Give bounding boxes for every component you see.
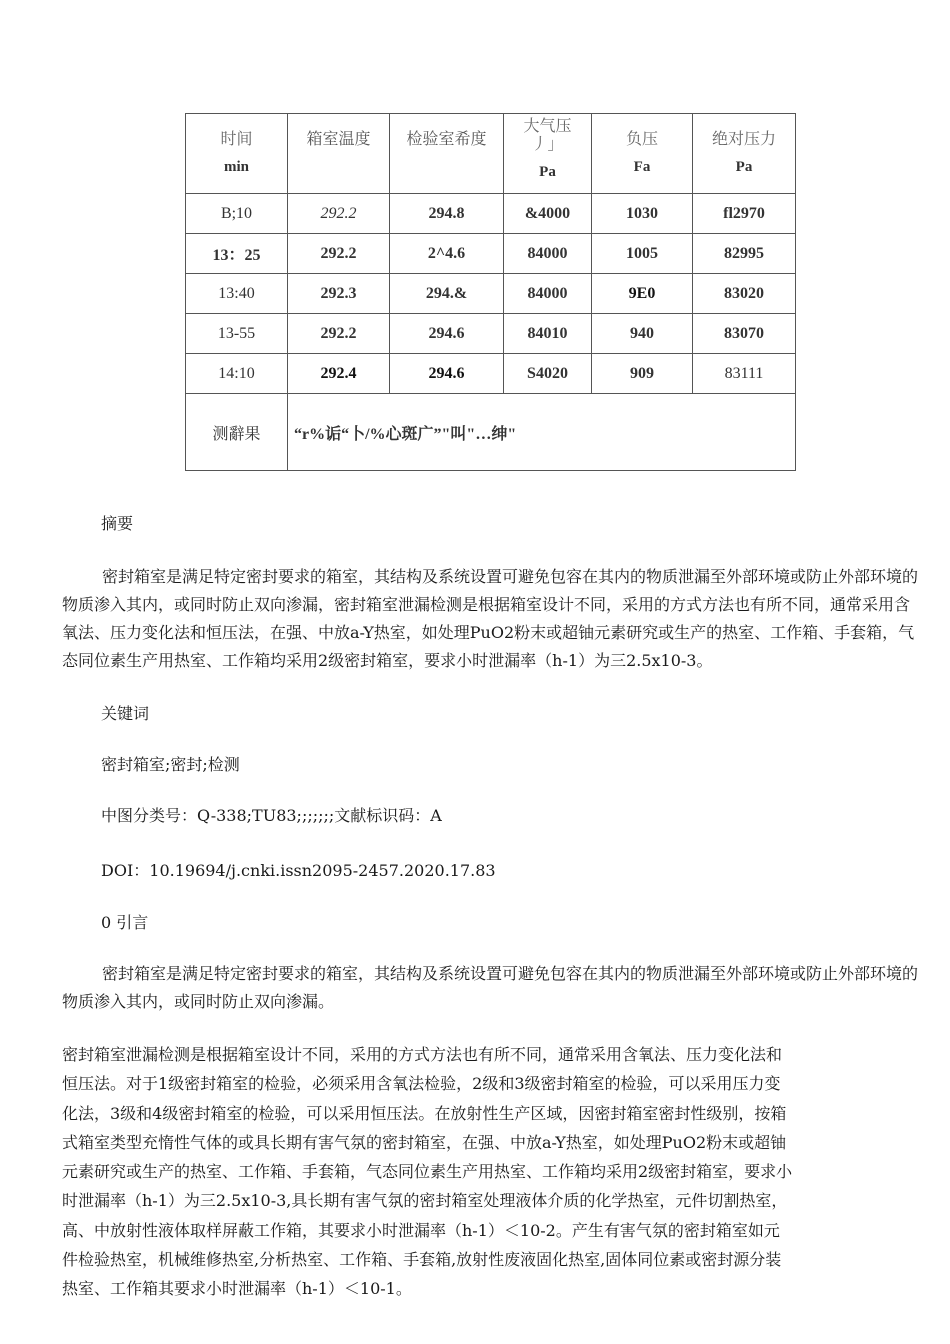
cell-negative-pressure: 9E0 [592,274,693,314]
body-paragraph: 密封箱室泄漏检测是根据箱室设计不同，采用的方式方法也有所不同，通常采用含氧法、压力变化法和恒压法。对于1级密封箱室的检验，必须采用含氧法检验，2级和3级密封箱室的检验，可以采用压力变化法，3级和4级密封箱室的检验，可以采用恒压法。在放射性生产区域，因密封箱室密封性级别，按箱式箱室类型充惰性气体的或具长期有害气氛的密封箱室，在强、中放a-Y热室，如处理PuO2粉末或超铀元素研究或生产的热室、工作箱、手套箱，气态同位素生产用热室、工作箱均采用2级密封箱室，要求小时泄漏率（h-1）为三2.5x10-3,具长期有害气氛的密封箱室处理液体介质的化学热室，元件切割热室，高、中放射性液体取样屏蔽工作箱，其要求小时泄漏率（h-1）＜10-2。产生有害气氛的密封箱室如元件检验热室，机械维修热室,分析热室、工作箱、手套箱,放射性废液固化热室,固体同位素或密封源分装热室、工作箱其要求小时泄漏率（h-1）＜10-1。 [62,1045,793,1299]
header-box-temperature: 箱室温度 [288,114,390,194]
cell-atmospheric-pressure: 84000 [504,274,592,314]
doi-text: DOI：10.19694/j.cnki.issn2095-2457.2020.17.83 [101,861,496,880]
table-result-row [186,394,796,471]
cell-negative-pressure: 1005 [592,234,693,274]
table-row [186,354,796,394]
cell-room-temperature: 294.6 [390,354,504,394]
cell-box-temperature: 292.2 [288,194,390,234]
cell-negative-pressure: 940 [592,314,693,354]
cell-room-temperature: 294.& [390,274,504,314]
table-row [186,194,796,234]
table-row [186,274,796,314]
cell-atmospheric-pressure: &4000 [504,194,592,234]
header-room-temperature: 检验室希度 [390,114,504,194]
keywords-heading: 关键词 [101,704,150,723]
cell-time: 13:40 [186,274,288,314]
table-row [186,314,796,354]
cell-absolute-pressure: 82995 [693,234,796,274]
result-label: 测辭果 [186,394,288,471]
cell-absolute-pressure: 83111 [693,354,796,394]
header-absolute-pressure: 绝对压力 Pa [693,114,796,194]
header-atmospheric-pressure: 大气压 丿」 Pa [504,114,592,194]
cell-room-temperature: 294.6 [390,314,504,354]
table-header-row [186,114,796,194]
cell-time: 14:10 [186,354,288,394]
cell-box-temperature: 292.4 [288,354,390,394]
cell-box-temperature: 292.2 [288,234,390,274]
header-time: 时间 min [186,114,288,194]
cell-atmospheric-pressure: 84010 [504,314,592,354]
cell-room-temperature: 294.8 [390,194,504,234]
cell-time: 13：25 [186,234,288,274]
cell-atmospheric-pressure: S4020 [504,354,592,394]
keywords-text: 密封箱室;密封;检测 [101,755,240,774]
cell-room-temperature: 2^4.6 [390,234,504,274]
header-negative-pressure: 负压 Fa [592,114,693,194]
result-text: “r%诟“卜/%心斑广”"叫"…绅" [288,394,796,471]
intro-heading: 0 引言 [101,913,149,932]
classification-text: 中图分类号：Q-338;TU83;;;;;;;文献标识码：A [101,806,442,825]
cell-absolute-pressure: 83070 [693,314,796,354]
cell-time: B;10 [186,194,288,234]
intro-paragraph: 密封箱室是满足特定密封要求的箱室，其结构及系统设置可避免包容在其内的物质泄漏至外部环境或防止外部环境的物质渗入其内，或同时防止双向渗漏。 [62,964,919,1011]
measurement-table [185,113,796,471]
cell-absolute-pressure: fl2970 [693,194,796,234]
cell-negative-pressure: 1030 [592,194,693,234]
abstract-paragraph: 密封箱室是满足特定密封要求的箱室，其结构及系统设置可避免包容在其内的物质泄漏至外部环境或防止外部环境的物质渗入其内，或同时防止双向渗漏，密封箱室泄漏检测是根据箱室设计不同，采用的方式方法也有所不同，通常采用含氧法、压力变化法和恒压法，在强、中放a-Y热室，如处理PuO2粉末或超铀元素研究或生产的热室、工作箱、手套箱，气态同位素生产用热室、工作箱均采用2级密封箱室，要求小时泄漏率（h-1）为三2.5x10-3。 [62,567,919,670]
cell-atmospheric-pressure: 84000 [504,234,592,274]
cell-negative-pressure: 909 [592,354,693,394]
table-row [186,234,796,274]
cell-absolute-pressure: 83020 [693,274,796,314]
abstract-heading: 摘要 [101,514,134,533]
cell-time: 13-55 [186,314,288,354]
cell-box-temperature: 292.2 [288,314,390,354]
cell-box-temperature: 292.3 [288,274,390,314]
